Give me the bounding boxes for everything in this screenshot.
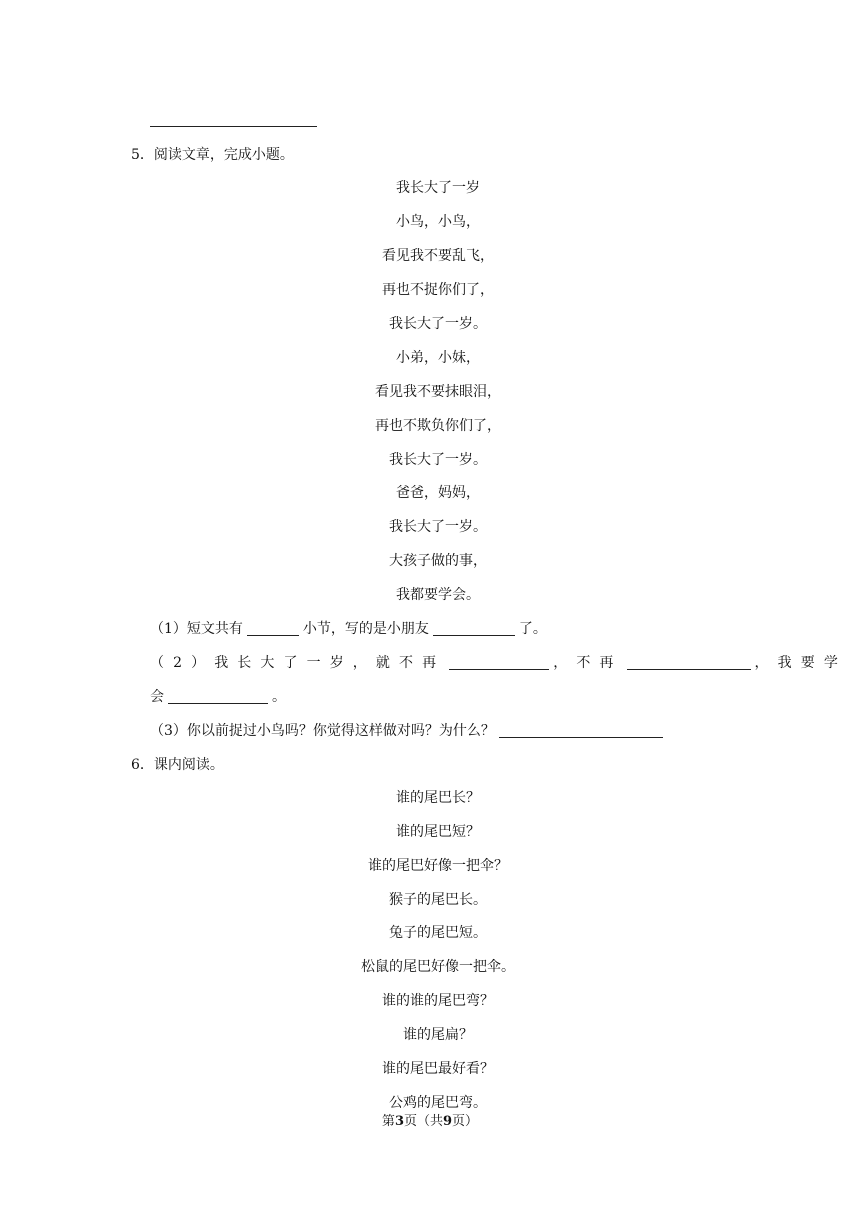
page-footer: 第3页（共9页） — [381, 1114, 479, 1129]
poem-line: 小鸟，小鸟， — [396, 214, 480, 230]
poem-line: 公鸡的尾巴弯。 — [389, 1095, 487, 1111]
poem-line: 看见我不要抹眼泪， — [375, 384, 501, 400]
answer-blank[interactable] — [168, 689, 268, 704]
poem-line: 兔子的尾巴短。 — [389, 925, 487, 941]
poem-line: 小弟，小妹， — [396, 350, 480, 366]
answer-blank[interactable] — [499, 723, 663, 738]
answer-blank[interactable] — [627, 655, 751, 670]
answer-line — [150, 126, 317, 127]
question-5-heading: 5．阅读文章，完成小题。 — [131, 147, 294, 163]
poem-line: 我长大了一岁。 — [389, 452, 487, 468]
poem-line: 看见我不要乱飞， — [382, 248, 494, 264]
poem-line: 谁的尾巴长？ — [396, 790, 480, 806]
poem-line: 大孩子做的事， — [389, 553, 487, 569]
poem-line: 再也不欺负你们了， — [375, 418, 501, 434]
poem-line: 我长大了一岁。 — [389, 316, 487, 332]
poem-title: 我长大了一岁 — [396, 180, 480, 196]
poem-line: 我长大了一岁。 — [389, 519, 487, 535]
poem-line: 爸爸，妈妈， — [396, 485, 480, 501]
poem-line: 谁的尾巴最好看？ — [382, 1061, 494, 1077]
poem-line: 谁的尾扁？ — [403, 1027, 473, 1043]
question-6-heading: 6．课内阅读。 — [131, 757, 224, 773]
poem-line: 谁的尾巴短？ — [396, 824, 480, 840]
sub-question-3: （3）你以前捉过小鸟吗？你觉得这样做对吗？为什么？ — [150, 721, 667, 741]
poem-line: 猴子的尾巴长。 — [389, 892, 487, 908]
page-total: 9 — [443, 1114, 453, 1129]
poem-line: 松鼠的尾巴好像一把伞。 — [361, 959, 515, 975]
poem-line: 我都要学会。 — [396, 587, 480, 603]
answer-blank[interactable] — [247, 621, 299, 636]
sub-question-2-cont: 会 。 — [150, 689, 286, 705]
poem-line: 谁的尾巴好像一把伞？ — [368, 858, 508, 874]
answer-blank[interactable] — [449, 655, 549, 670]
sub-question-1: （1）短文共有 小节，写的是小朋友 了。 — [150, 621, 547, 637]
poem-line: 谁的谁的尾巴弯？ — [382, 993, 494, 1009]
page-number: 3 — [394, 1114, 404, 1129]
sub-question-2: （2）我长大了一岁，就不再 ，不再 ，我要学 — [150, 655, 847, 671]
answer-blank[interactable] — [433, 621, 515, 636]
poem-line: 再也不捉你们了， — [382, 282, 494, 298]
